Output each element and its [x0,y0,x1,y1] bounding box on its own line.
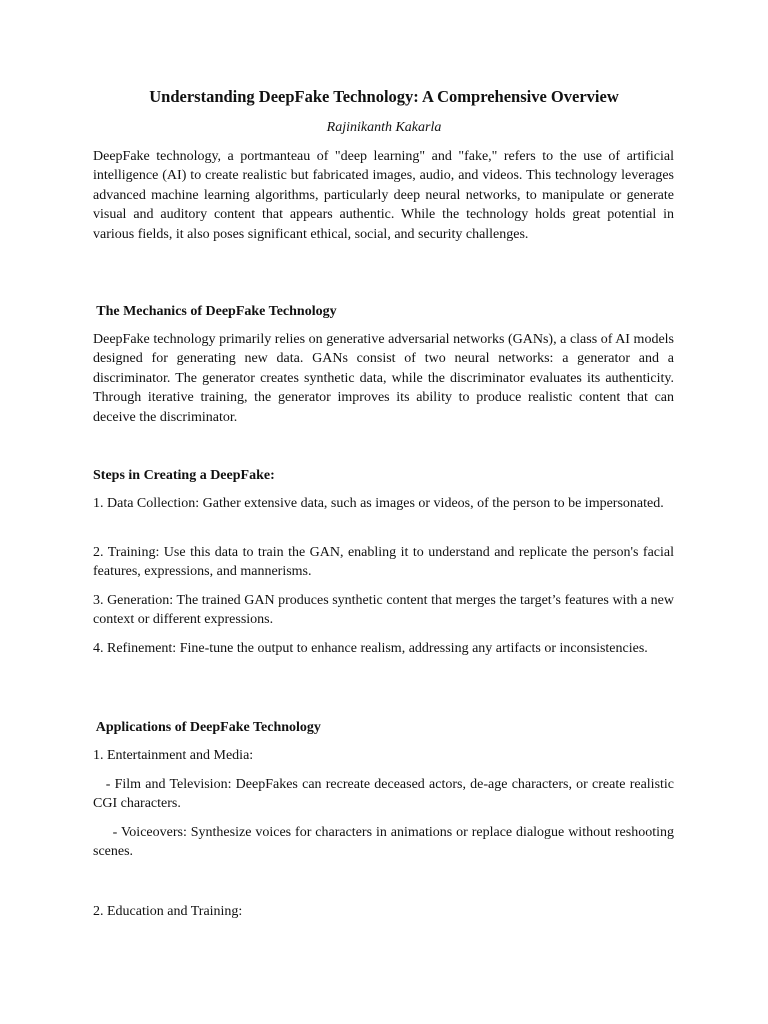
application-item: - Film and Television: DeepFakes can recreate deceased actors, de-age characters, or create realistic CGI characters. [93,777,678,812]
document-title: Understanding DeepFake Technology: A Comprehensive Overview [149,87,619,106]
step-item: 4. Refinement: Fine-tune the output to enhance realism, addressing any artifacts or inconsistencies. [93,641,648,656]
steps-heading: Steps in Creating a DeepFake: [93,468,275,483]
applications-heading: Applications of DeepFake Technology [93,720,321,735]
application-category: 1. Entertainment and Media: [93,748,254,763]
intro-paragraph: DeepFake technology, a portmanteau of "deep learning" and "fake," refers to the use of artificial intelligence (AI) to create realistic but fabricated images, audio, and videos. This technology leverages advanced machine learning algorithms, particularly deep neural networks, to manipulate or generate visual and auditory content that appears authentic. While the technology holds great potential in various fields, it also poses significant ethical, social, and security challenges. [93,149,674,242]
application-item: - Voiceovers: Synthesize voices for characters in animations or replace dialogue without reshooting scenes. [93,825,678,860]
step-item: 1. Data Collection: Gather extensive data, such as images or videos, of the person to be impersonated. [93,496,664,511]
application-category: 2. Education and Training: [93,904,243,919]
step-item: 2. Training: Use this data to train the GAN, enabling it to understand and replicate the person's facial features, expressions, and mannerisms. [93,545,674,580]
document-author: Rajinikanth Kakarla [326,120,442,135]
mechanics-heading: The Mechanics of DeepFake Technology [93,304,337,319]
step-item: 3. Generation: The trained GAN produces synthetic content that merges the target’s features with a new context or different expressions. [93,593,674,628]
mechanics-paragraph: DeepFake technology primarily relies on generative adversarial networks (GANs), a class of AI models designed for generating new data. GANs consist of two neural networks: a generator and a discriminator. The generator creates synthetic data, while the discriminator evaluates its authenticity. Through iterative training, the generator improves its ability to produce realistic content that can deceive the discriminator. [93,332,674,425]
